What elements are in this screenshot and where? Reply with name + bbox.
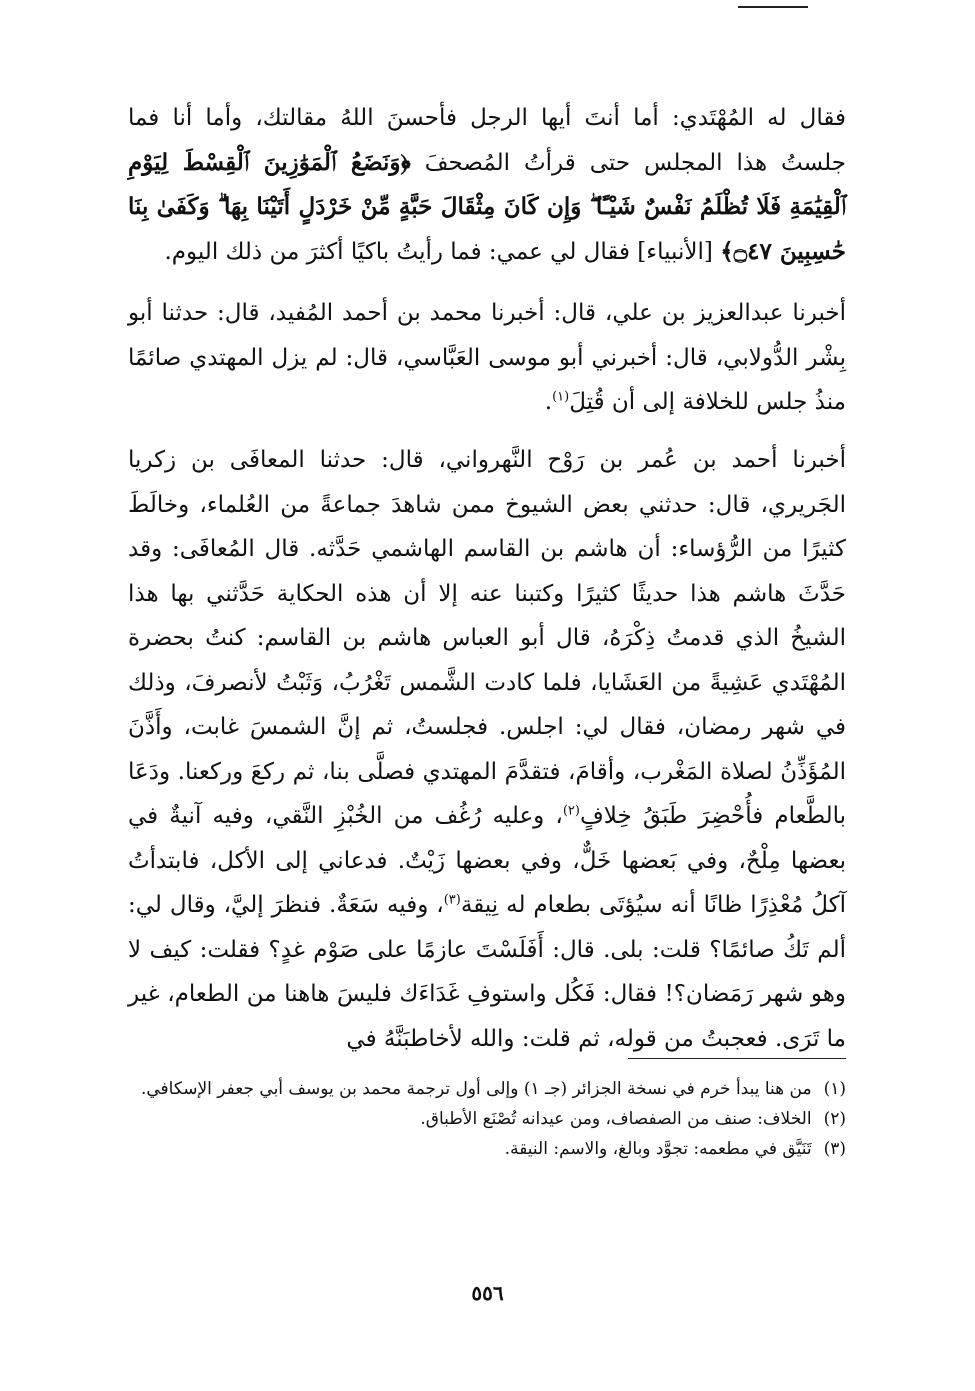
paragraph-3-part1: أخبرنا أحمد بن عُمر بن رَوْح النَّهرواني، قال: حدثنا المعافَى بن زكريا الجَريري، قال: حدثني بعض الشيوخ ممن شاهدَ جماعةً من العُلماء، وخالَطَ كثيرًا من الرُّؤساء: أن هاشم بن القاسم الهاشمي حَدَّثه. قال المُعافَى: وقد حَدَّثَ هاشم هذا حديثًا كثيرًا وكتبنا عنه إلا أن هذه الحكاية حَدَّثني بها هذا الشيخُ الذي قدمتُ ذِكْرَهُ، قال أبو العباس هاشم بن القاسم: كنتُ بحضرة المُهْتَدي عَشِيةً من العَشَايا، فلما كادت الشَّمس تَغْرُبُ، وَثَبْتُ لأنصرفَ، وذلك في شهر رمضان، فقال لي: اجلس. فجلستُ، ثم إنَّ الشمسَ غابت، وأَذَّنَ المُؤَذِّنُ لصلاة المَغْرب، وأقامَ، فتقدَّمَ المهتدي فصلَّى بنا، ثم ركعَ وركعنا. ودَعَا بالطَّعام فأُحْضِرَ طَبَقُ خِلافٍ [128, 447, 846, 829]
paragraph-1-text [128, 96, 846, 274]
footnote-3 [128, 1134, 846, 1164]
footnote-separator [628, 1058, 846, 1059]
paragraph-3-text [128, 438, 846, 1061]
paragraph-3-part3: ، وفيه سَعَةٌ. فنظرَ إليَّ، وقال لي: ألم تَكُ صائمًا؟ قلت: بلى. قال: أَفَلَسْتَ عازمًا على صَوْم غدٍ؟ فقلت: كيف لا وهو شهر رَمَضان؟! فقال: فَكُل واستوفِ غَدَاءَك فليسَ هاهنا من الطعام، غير ما تَرَى. فعجبتُ من قوله، ثم قلت: والله لأخاطبَنَّهُ في [128, 892, 846, 1052]
paragraph-3-part2: ، وعليه رُغُف من الخُبْزِ النَّقي، وفيه آنيةٌ في بعضها مِلْحٌ، وفي بَعضها خَلٌّ، وفي بعضها زَيْتٌ. فدعاني إلى الأكل، فابتدأتُ آكلُ مُعْذِرًا ظانًا أنه سيُؤتَى بطعام له نِيقة [128, 803, 846, 918]
footnote-1-text: من هنا يبدأ خرم في نسخة الجزائر (جـ ١) وإلى أول ترجمة محمد بن يوسف أبي جعفر الإسكافي. [140, 1079, 812, 1099]
paragraph-3 [128, 438, 846, 1061]
footnote-3-number: (٣) [823, 1139, 846, 1159]
footnotes [128, 1074, 846, 1164]
paragraph-1-after: [الأنبياء] فقال لي عمي: فما رأيتُ باكيًا أكثرَ من ذلك اليوم. [164, 238, 713, 265]
quran-verse: ﴿وَنَضَعُ ٱلْمَوَٰزِينَ ٱلْقِسْطَ لِيَوْمِ ٱلْقِيَٰمَةِ فَلَا تُظْلَمُ نَفْسٌ شَيْـًٔا ۖ وَإِن كَانَ مِثْقَالَ حَبَّةٍ مِّنْ خَرْدَلٍ أَتَيْنَا بِهَا ۗ وَكَفَىٰ بِنَا حَٰسِبِينَ ۝٤٧﴾ [128, 148, 846, 265]
footnote-2 [128, 1104, 846, 1134]
footnote-ref-2: (٢) [562, 803, 580, 819]
paragraph-1 [128, 96, 846, 274]
footnote-3-text: تَنَيَّق في مطعمه: تجوَّد وبالغ، والاسم: النيقة. [504, 1139, 812, 1159]
footnote-2-text: الخلاف: صنف من الصفصاف، ومن عيدانه تُصْنَع الأطباق. [420, 1109, 812, 1129]
footnote-2-number: (٢) [823, 1109, 846, 1129]
footnote-ref-1: (١) [552, 389, 570, 405]
paragraph-2-body: أخبرنا عبدالعزيز بن علي، قال: أخبرنا محمد بن أحمد المُفيد، قال: حدثنا أبو بِشْر الدُّولابي، قال: أخبرني أبو موسى العَبَّاسي، قال: لم يزل المهتدي صائمًا منذُ جلس للخلافة إلى أن قُتِلَ [128, 300, 846, 415]
footnote-1 [128, 1074, 846, 1104]
footnote-ref-3: (٣) [443, 892, 461, 908]
page-number: ٥٥٦ [471, 1281, 504, 1305]
footnote-1-number: (١) [823, 1079, 846, 1099]
paragraph-2-tail: . [544, 389, 553, 415]
header-rule [738, 6, 808, 8]
paragraph-2 [128, 291, 846, 425]
paragraph-1-before: فقال له المُهْتَدي: أما أنتَ أيها الرجل فأحسنَ اللهُ مقالتك، وأما أنا فما جلستُ هذا المجلس حتى قرأتُ المُصحفَ [128, 105, 846, 176]
paragraph-2-text [128, 291, 846, 425]
